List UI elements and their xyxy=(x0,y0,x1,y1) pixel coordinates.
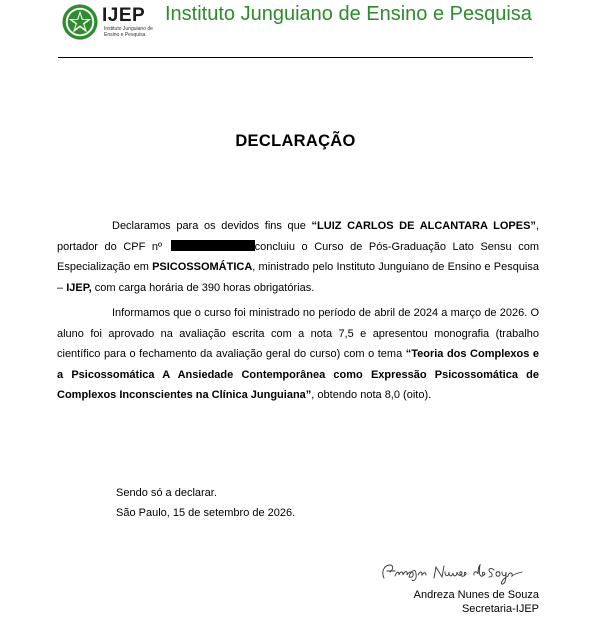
p1-text-2: , portador do CPF nº xyxy=(57,220,539,253)
closing-line: Sendo só a declarar. xyxy=(116,487,217,499)
p1-text-1: Declaramos para os devidos fins que xyxy=(112,220,312,232)
signatory-name: Andreza Nunes de Souza xyxy=(413,589,539,601)
logo-subtitle: Instituto Junguiano de Ensino e Pesquisa xyxy=(104,26,153,38)
closing-block xyxy=(116,483,295,523)
header-divider xyxy=(58,57,533,58)
redacted-cpf xyxy=(171,240,255,251)
paragraph-course-info xyxy=(57,303,539,406)
signatory-block xyxy=(414,588,539,616)
specialization: PSICOSSOMÁTICA xyxy=(152,261,253,273)
star-logo-icon xyxy=(61,3,99,41)
student-name: “LUIZ CARLOS DE ALCANTARA LOPES” xyxy=(311,220,536,232)
signatory-role: Secretaria-IJEP xyxy=(461,603,539,615)
p1-text-4: , ministrado pelo Instituto Junguiano de Ensino e Pesquisa – xyxy=(57,261,539,294)
document-title: DECLARAÇÃO xyxy=(235,132,356,150)
logo-wordmark: IJEP xyxy=(102,5,146,26)
place-date: São Paulo, 15 de setembro de 2026. xyxy=(116,507,296,519)
letterhead xyxy=(0,0,591,70)
p1-text-3: concluiu o Curso de Pós-Graduação Lato Sensu com Especialização em xyxy=(57,240,539,273)
institution-abbr: IJEP, xyxy=(66,281,92,294)
p2-text-2: , obtendo nota 8,0 (oito). xyxy=(311,389,432,401)
institution-name: Instituto Junguiano de Ensino e Pesquisa xyxy=(165,3,532,25)
handwritten-signature xyxy=(378,560,540,586)
p2-text-1: Informamos que o curso foi ministrado no período de abril de 2024 a março de 2026. O aluno foi aprovado na avaliação escrita com a nota 7,5 e apresentou monografia (trabalho científico para o fechamento da avaliação geral do curso) com o tema xyxy=(57,307,539,360)
thesis-title: “Teoria dos Complexos e a Psicossomática A Ansiedade Contemporânea como Expressão Psicossomática de Complexos Inconscientes na Clínica Junguiana” xyxy=(57,348,539,401)
p1-text-5: com carga horária de 390 horas obrigatórias. xyxy=(91,281,315,294)
paragraph-declaration xyxy=(57,216,539,298)
